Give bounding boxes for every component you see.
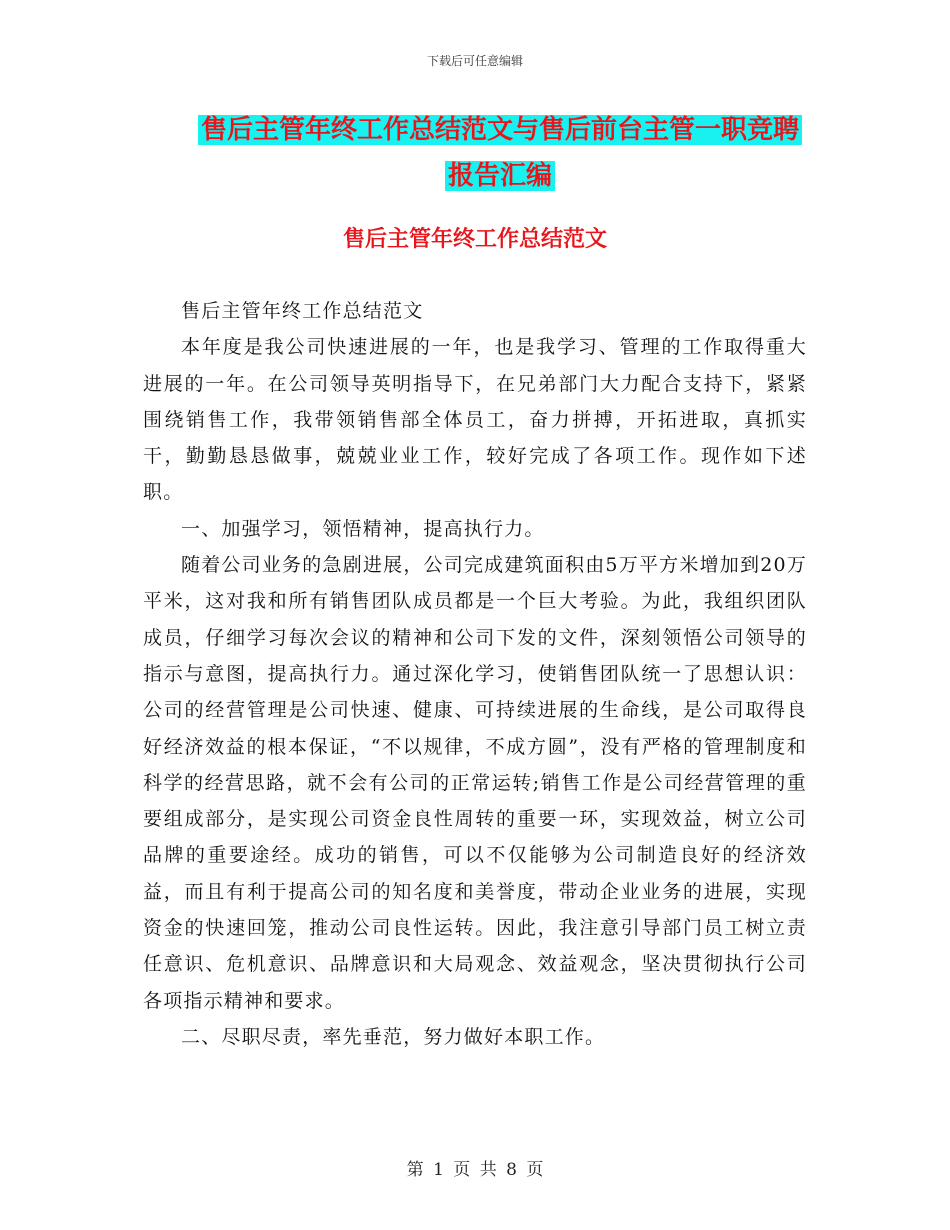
- paragraph-body-one: 随着公司业务的急剧进展，公司完成建筑面积由5万平方米增加到20万平米，这对我和所有销售团队成员都是一个巨大考验。为此，我组织团队成员，仔细学习每次会议的精神和公司下发的文件，深刻领悟公司领导的指示与意图，提高执行力。通过深化学习，使销售团队统一了思想认识：公司的经营管理是公司快速、健康、可持续进展的生命线，是公司取得良好经济效益的根本保证，“不以规律，不成方圆”，没有严格的管理制度和科学的经营思路，就不会有公司的正常运转;销售工作是公司经营管理的重要组成部分，是实现公司资金良性周转的重要一环，实现效益，树立公司品牌的重要途经。成功的销售，可以不仅能够为公司制造良好的经济效益，而且有利于提高公司的知名度和美誉度，带动企业业务的进展，实现资金的快速回笼，推动公司良性运转。因此，我注意引导部门员工树立责任意识、危机意识、品牌意识和大局观念、效益观念，坚决贯彻执行公司各项指示精神和要求。: [143, 554, 807, 1012]
- paragraph-subtitle: 售后主管年终工作总结范文: [181, 300, 424, 322]
- document-title-line-2: 报告汇编: [445, 161, 555, 191]
- document-body: [143, 293, 807, 1055]
- paragraph-heading-two: 二、尽职尽责，率先垂范，努力做好本职工作。: [181, 1025, 606, 1048]
- page-header: 下载后可任意编辑: [426, 54, 523, 68]
- paragraph-intro: 本年度是我公司快速进展的一年，也是我学习、管理的工作取得重大进展的一年。在公司领导英明指导下，在兄弟部门大力配合支持下，紧紧围绕销售工作，我带领销售部全体员工，奋力拼搏，开拓进取，真抓实干，勤勤恳恳做事，兢兢业业工作，较好完成了各项工作。现作如下述职。: [143, 336, 807, 504]
- section-title: 售后主管年终工作总结范文: [342, 226, 607, 252]
- document-title: [140, 107, 860, 199]
- page-footer: 第 1 页 共 8 页: [406, 1160, 544, 1180]
- document-title-line-1: 售后主管年终工作总结范文与售后前台主管一职竞聘: [198, 115, 802, 145]
- paragraph-heading-one: 一、加强学习，领悟精神，提高执行力。: [181, 517, 545, 540]
